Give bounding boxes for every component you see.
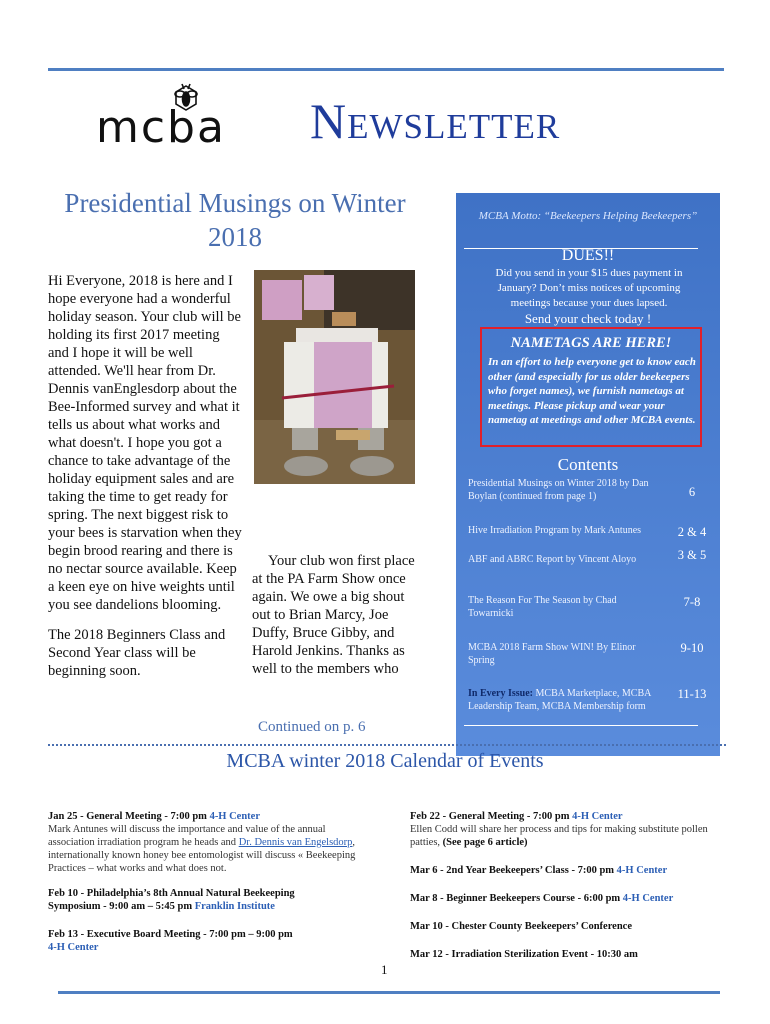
sidebar-panel: [456, 193, 720, 756]
event-location[interactable]: 4-H Center: [48, 942, 99, 953]
toc-item-title[interactable]: The Reason For The Season by Chad Towarnicki: [468, 595, 617, 619]
toc-item-title[interactable]: Hive Irradiation Program by Mark Antunes: [468, 525, 642, 536]
vanengelsdorp-link[interactable]: Dr. Dennis van Engelsdorp: [238, 837, 353, 848]
event-heading: Mar 8 - Beginner Beekeepers Course - 6:00 pm: [410, 893, 621, 904]
event-heading: Mar 6 - 2nd Year Beekeepers’ Class - 7:00 pm: [410, 865, 615, 876]
event-heading: Jan 25 - General Meeting - 7:00 pm: [48, 811, 207, 822]
event-mar12: [410, 948, 730, 961]
mcba-logo: [96, 80, 276, 150]
mcba-motto: MCBA Motto: “Beekeepers Helping Beekeepers”: [478, 210, 698, 222]
event-location[interactable]: 4-H Center: [209, 811, 261, 822]
newsletter-title: Newsletter: [310, 93, 561, 149]
page-number: 1: [381, 962, 388, 977]
contents-heading: Contents: [557, 455, 619, 474]
event-location[interactable]: 4-H Center: [572, 811, 623, 822]
event-mar6: [410, 864, 730, 877]
toc-item-title[interactable]: Presidential Musings on Winter 2018 by Dan Boylan (continued from page 1): [468, 478, 649, 502]
nametags-box: [480, 327, 702, 447]
toc-item-page: 3 & 5: [677, 548, 707, 562]
event-location[interactable]: 4-H Center: [616, 865, 668, 876]
dues-send-line: Send your check today !: [524, 311, 652, 326]
event-mar10: [410, 920, 730, 933]
event-mar8: [410, 892, 730, 905]
top-rule: [48, 68, 724, 71]
farm-show-paragraph: Your club won first place at the PA Farm Show once again. We owe a big shout out to Brian Marcy, Joe Duffy, Bruce Gibby, and Harold Jenkins. Thanks as well to the members who: [252, 553, 415, 677]
presidential-paragraph-1: Hi Everyone, 2018 is here and I hope everyone had a wonderful holiday season. Your club will be holding its first 2017 meeting and I hope it will be well attended. We'll hear from Dr. Dennis vanEnglesdorp about the Bee-Informed survey and what it tells us about what works and what doesn't. I hope you got a chance to take advantage of the holiday equipment sales and are taking the time to get ready for spring. The next biggest risk to your bees is starvation when they begin brood rearing and there is no nectar source available. Keep a keen eye on hive weights until you see dandelions blooming.: [48, 273, 242, 613]
calendar-title: MCBA winter 2018 Calendar of Events: [226, 750, 544, 772]
event-location[interactable]: 4-H Center: [622, 893, 674, 904]
event-description-cont: , internationally known honey bee entomologist will discuss « Beekeeping Practices – what works and what does not.: [48, 837, 356, 874]
event-heading: Feb 10 - Philadelphia’s 8th Annual Natural Beekeeping Symposium - 9:00 am – 5:45 pm: [48, 888, 295, 912]
nametags-text: In an effort to help everyone get to know each other (and especially for us older beekeepers who forget names), we furnish nametags at meetings. Please pickup and wear your nametag at meetings and other MCBA events.: [488, 356, 696, 426]
toc-every-issue[interactable]: [468, 687, 658, 713]
event-heading: Feb 13 - Executive Board Meeting - 7:00 pm – 9:00 pm: [48, 929, 293, 940]
logo-wordmark: mcba: [96, 102, 226, 150]
beehive-photo: [254, 270, 415, 484]
event-location[interactable]: Franklin Institute: [194, 901, 275, 912]
event-feb13: [48, 928, 348, 954]
presidential-paragraph-2: The 2018 Beginners Class and Second Year class will be beginning soon.: [48, 627, 226, 679]
toc-item-title[interactable]: MCBA 2018 Farm Show WIN! By Elinor Spring: [468, 642, 636, 666]
every-issue-label: In Every Issue:: [468, 688, 534, 699]
event-feb22: [410, 810, 730, 849]
event-heading: Feb 22 - General Meeting - 7:00 pm: [410, 811, 570, 822]
event-heading: Mar 12 - Irradiation Sterilization Event - 10:30 am: [410, 949, 638, 960]
toc-item-title[interactable]: ABF and ABRC Report by Vincent Aloyo: [468, 554, 637, 565]
dues-heading: DUES!!: [561, 247, 615, 264]
bottom-rule: [58, 991, 720, 994]
toc-item-page: 6: [688, 485, 696, 499]
continued-link[interactable]: Continued on p. 6: [258, 719, 366, 735]
presidential-title: Presidential Musings on Winter 2018: [64, 188, 406, 252]
event-heading: Mar 10 - Chester County Beekeepers’ Conference: [410, 921, 633, 932]
event-description: Mark Antunes will discuss the importance and value of the annual association irradiation program he heads and: [48, 824, 326, 848]
toc-item-page: 2 & 4: [677, 525, 707, 539]
event-jan25: [48, 810, 358, 875]
event-description-note: (See page 6 article): [442, 837, 528, 848]
toc-item-page: 7-8: [683, 595, 701, 609]
section-divider: [48, 744, 726, 746]
every-issue-text: MCBA Marketplace, MCBA Leadership Team, MCBA Membership form: [468, 688, 651, 712]
sidebar-divider: [464, 725, 698, 726]
dues-text: Did you send in your $15 dues payment in January? Don’t miss notices of upcoming meetings because your dues lapsed.: [495, 267, 683, 309]
event-description: Ellen Codd will share her process and tips for making substitute pollen patties,: [410, 824, 708, 848]
event-feb10: [48, 887, 348, 913]
presidential-left-column: [48, 272, 244, 692]
toc-every-issue-page: 11-13: [677, 687, 707, 701]
toc-item-page: 9-10: [680, 641, 704, 655]
nametags-heading: NAMETAGS ARE HERE!: [510, 335, 672, 351]
